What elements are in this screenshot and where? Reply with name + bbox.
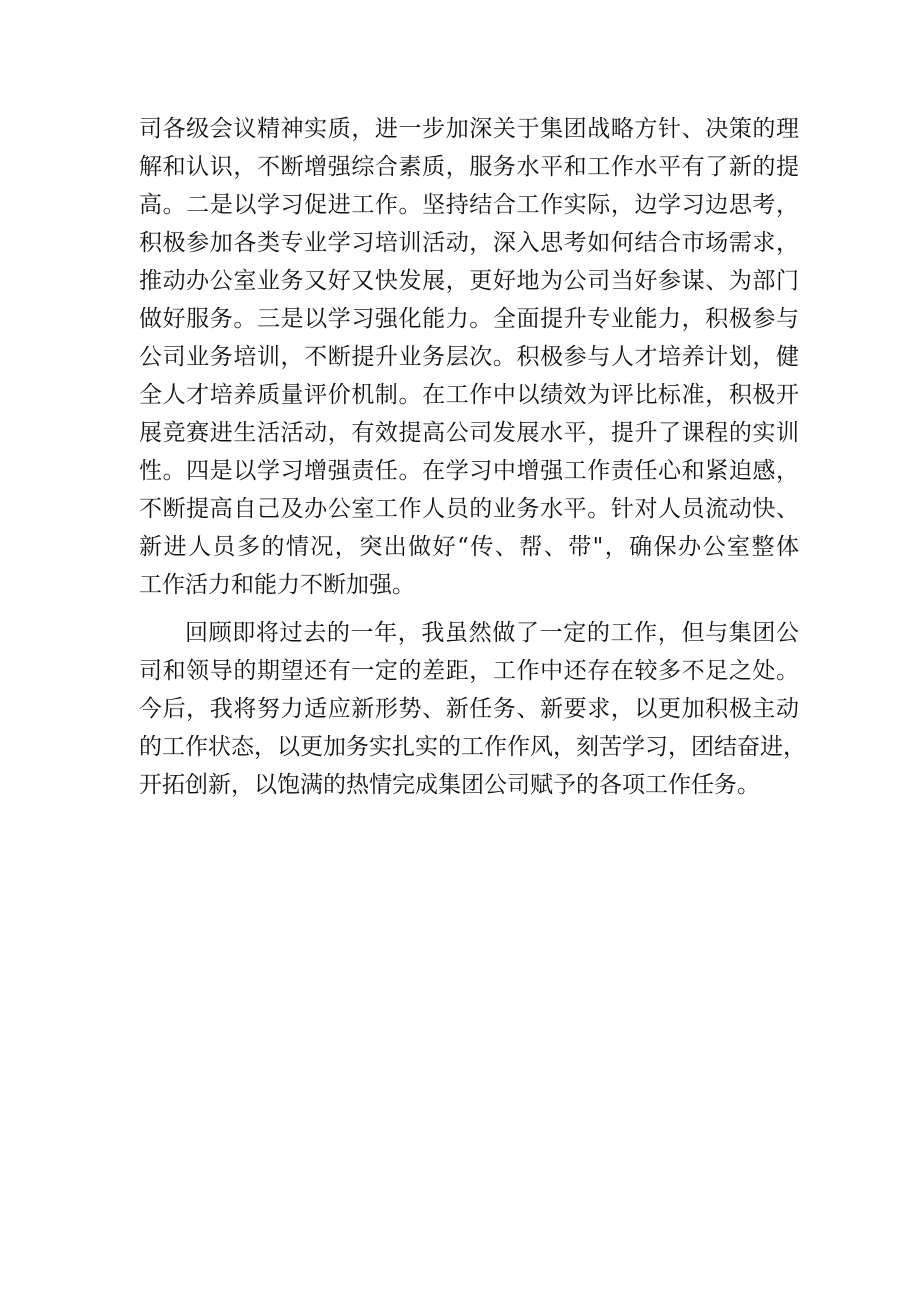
- text-line: 不断提高自己及办公室工作人员的业务水平。针对人员流动快、: [139, 496, 799, 522]
- document-body: [139, 110, 806, 804]
- text-line: 积极参加各类专业学习培训活动，深入思考如何结合市场需求，: [139, 230, 799, 256]
- text-line: 全人才培养质量评价机制。在工作中以绩效为评比标准，积极开: [139, 382, 799, 408]
- text-line: 展竞赛进生活活动，有效提高公司发展水平，提升了课程的实训: [139, 420, 799, 446]
- text-line: 做好服务。三是以学习强化能力。全面提升专业能力，积极参与: [139, 306, 799, 332]
- text-line: 高。二是以学习促进工作。坚持结合工作实际，边学习边思考，: [139, 192, 799, 218]
- text-line: 的工作状态，以更加务实扎实的工作作风，刻苦学习，团结奋进，: [139, 734, 806, 760]
- paragraph-2: [139, 614, 806, 804]
- text-line: 工作活力和能力不断加强。: [139, 572, 415, 598]
- text-line: 今后，我将努力适应新形势、新任务、新要求，以更加积极主动: [139, 696, 799, 722]
- text-line: 回顾即将过去的一年，我虽然做了一定的工作，但与集团公: [185, 620, 799, 646]
- text-line: 解和认识，不断增强综合素质，服务水平和工作水平有了新的提: [139, 154, 799, 180]
- text-line: 新进人员多的情况，突出做好“传、帮、带"，确保办公室整体: [139, 534, 799, 560]
- text-line: 公司业务培训，不断提升业务层次。积极参与人才培养计划，健: [139, 344, 799, 370]
- paragraph-1: [139, 110, 799, 604]
- paragraph-spacer: [139, 604, 799, 614]
- text-line: 性。四是以学习增强责任。在学习中增强工作责任心和紧迫感，: [139, 458, 799, 484]
- text-line: 推动办公室业务又好又快发展，更好地为公司当好参谋、为部门: [139, 268, 799, 294]
- text-line: 司各级会议精神实质，进一步加深关于集团战略方针、决策的理: [139, 116, 799, 142]
- text-line: 开拓创新，以饱满的热情完成集团公司赋予的各项工作任务。: [139, 772, 760, 798]
- text-line: 司和领导的期望还有一定的差距，工作中还存在较多不足之处。: [139, 658, 799, 684]
